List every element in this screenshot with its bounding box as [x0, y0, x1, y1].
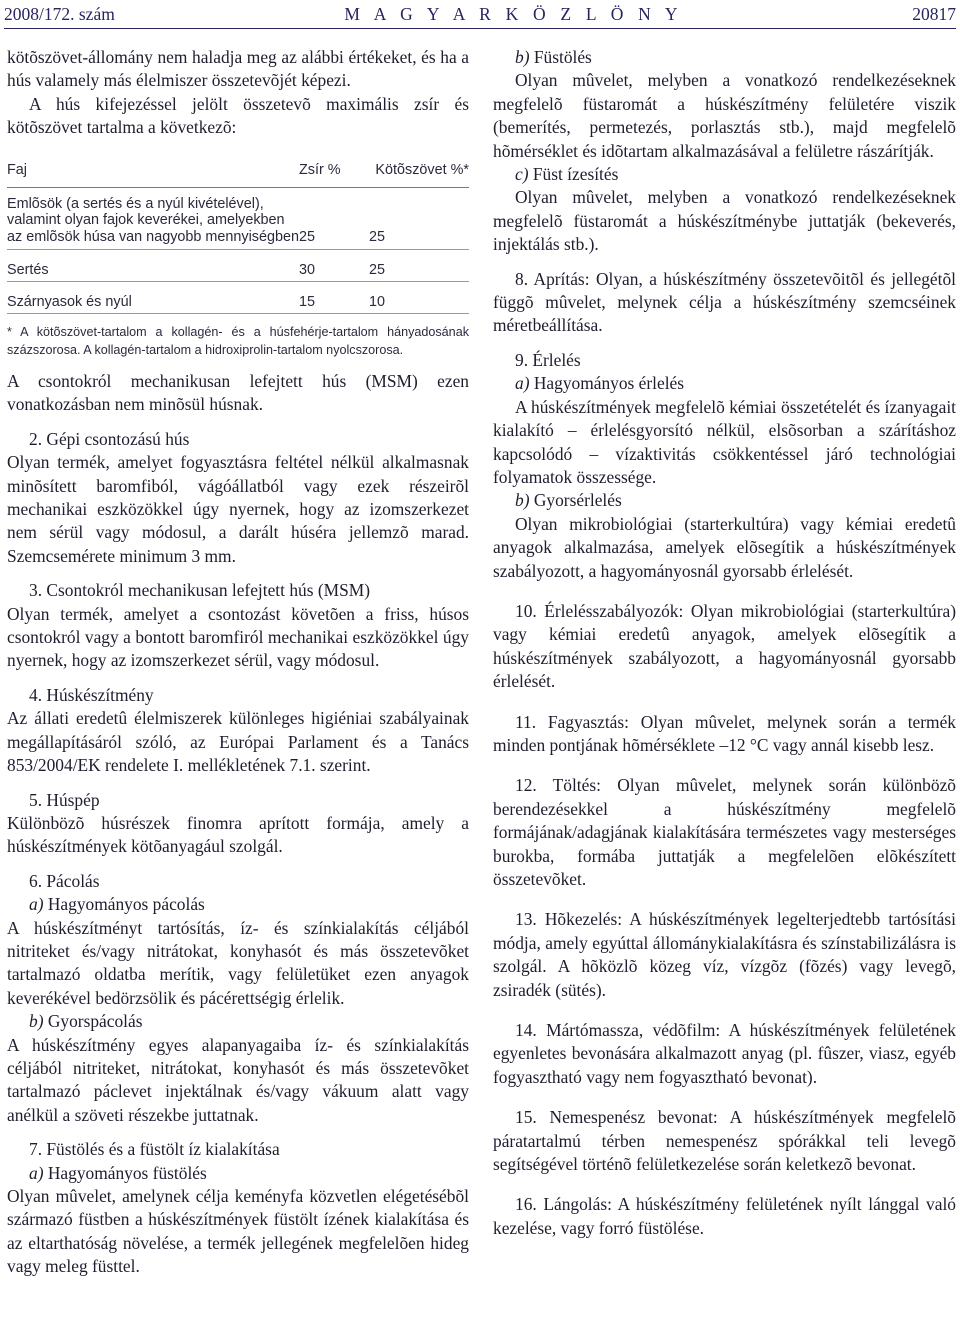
- section-7a-heading: Hagyományos füstölés: [43, 1162, 207, 1183]
- issue-number: 2008/172. szám: [4, 3, 115, 24]
- msm-note: A csontokról mechanikusan lefejtett hús (MSM) ezen vonatkozásban nem minõsül húsnak.: [7, 371, 469, 415]
- section-7-title: 7. Füstölés és a füstölt íz kialakítása: [29, 1139, 280, 1160]
- section-9a-label: a): [515, 373, 530, 394]
- journal-title: M A G Y A R K Ö Z L Ö N Y: [344, 3, 683, 24]
- left-column: [7, 46, 469, 1279]
- section-9-title: 9. Érlelés: [515, 349, 581, 370]
- table-cell: 25: [369, 250, 469, 282]
- section-8-text: 8. Aprítás: Olyan, a húskészítmény összetevõitõl és jellegétõl függõ mûvelet, melynek célja a húskészítmény szemcséinek méretbeállítása.: [493, 268, 956, 336]
- table-header-row: [7, 156, 469, 188]
- section-15-text: 15. Nemespenész bevonat: A húskészítmények megfelelõ páratartalmú térben nemespenész spórákkal teli levegõ segítségével történõ felületkezelése során keletkezõ bevonat.: [493, 1107, 956, 1175]
- table-cell: 25: [299, 187, 369, 249]
- section-7a-text: Olyan mûvelet, amelynek célja keményfa közvetlen elégetésébõl származó füstben a húskészítmények füstölt ízének kialakítása és az eltarthatóság növelése, a termék jellegének megfelelõen hideg vagy meleg füsttel.: [7, 1186, 469, 1277]
- section-7c-heading: Füst ízesítés: [528, 164, 619, 185]
- section-13-text: 13. Hõkezelés: A húskészítmények legelterjedtebb tartósítási módja, amely egyúttal állománykialakításra és színstabilizálásra is szolgál. A hõközlõ közeg víz, vízgõz (fõzés) vagy levegõ, zsiradék (sütés).: [493, 909, 956, 1000]
- table-cell: Szárnyasok és nyúl: [7, 282, 299, 314]
- section-10-text: 10. Érlelésszabályozók: Olyan mikrobiológiai (starterkultúra) vagy kémiai eredetû anyagok, amelyek elõsegítik a húskészítmények szabályozott, a hagyományosnál gyorsabb érlelését.: [493, 600, 956, 692]
- table-row: [7, 187, 469, 249]
- section-3-title: 3. Csontokról mechanikusan lefejtett hús (MSM): [29, 580, 371, 601]
- section-7a-label: a): [29, 1162, 44, 1183]
- fat-connective-table: [7, 156, 469, 314]
- table-cell: Sertés: [7, 250, 299, 282]
- table-cell: Emlõsök (a sertés és a nyúl kivételével), valamint olyan fajok keverékei, amelyekben az emlõsök húsa van nagyobb mennyiségben: [7, 187, 299, 249]
- section-7b-text: Olyan mûvelet, melyben a vonatkozó rendelkezéseknek megfelelõ füstaromát a húskészítmény felületére viszik (bemerítés, permetezés, porlasztás stb.), majd megfelelõ hõmérséklet és idõtartam alkalmazásával a felületre rászárítják.: [493, 70, 956, 161]
- table-cell: 15: [299, 282, 369, 314]
- section-7a-title: [7, 1162, 469, 1185]
- section-16-text: 16. Lángolás: A húskészítmény felületének nyílt lánggal való kezelése, vagy forró füstölése.: [493, 1194, 956, 1238]
- table-header-cell: Faj: [7, 156, 299, 188]
- table-cell: 10: [369, 282, 469, 314]
- intro-paragraph-2: A hús kifejezéssel jelölt összetevõ maximális zsír és kötõszövet tartalma a következõ:: [7, 93, 469, 138]
- section-7c-label: c): [515, 164, 529, 185]
- section-9a-heading: Hagyományos érlelés: [529, 373, 685, 394]
- section-6a-text: A húskészítményt tartósítás, íz- és színkialakítás céljából nitriteket és/vagy nitrátokat, konyhasót és más összetevõket tartalmazó oldatba merítik, vagy felületüket ezen anyagok keverékével bedörzsölik és pácérettségig érlelik.: [7, 917, 469, 1008]
- section-7c-title: [493, 163, 956, 186]
- table-footnote: * A kötõszövet-tartalom a kollagén- és a húsfehérje-tartalom hányadosának százszorosa. A kollagén-tartalom a hidroxiprolin-tartalom nyolcszorosa.: [7, 325, 469, 357]
- section-5-title: 5. Húspép: [29, 789, 100, 810]
- section-6b-label: b): [29, 1011, 44, 1032]
- section-9b-title: [493, 489, 956, 512]
- section-6b-text: A húskészítmény egyes alapanyagaiba íz- és színkialakítás céljából nitriteket, nitrátokat, konyhasót és más összetevõket tartalmazó páclevet injektálnak és/vagy vákuum alatt vagy anélkül a szöveti részekbe juttatnak.: [7, 1034, 469, 1125]
- section-2-title: 2. Gépi csontozású hús: [29, 428, 190, 449]
- section-9b-text: Olyan mikrobiológiai (starterkultúra) vagy kémiai eredetû anyagok alkalmazása, amelyek elõsegítik a húskészítmények szabályozott, a hagyományosnál gyorsabb érlelését.: [493, 513, 956, 581]
- section-4-text: Az állati eredetû élelmiszerek különleges higiéniai szabályainak megállapításáról szóló, az Európai Parlament és a Tanács 853/2004/EK rendelete I. mellékletének 7.1. szerint.: [7, 708, 469, 776]
- section-9b-heading: Gyorsérlelés: [529, 490, 622, 511]
- table-header-cell: Kötõszövet %*: [369, 156, 469, 188]
- section-9a-title: [493, 372, 956, 395]
- section-2-text: Olyan termék, amelyet fogyasztásra feltétel nélkül alkalmasnak minõsített baromfiból, vágóállatból vagy ezek részeirõl mechanikai eszközökkel úgy nyernek, hogy az izomszerkezet nem sérül vagy módosul, a darált húséra jellemzõ marad. Szemcsemérete minimum 3 mm.: [7, 452, 469, 566]
- intro-paragraph-1: kötõszövet-állomány nem haladja meg az alábbi értékeket, és ha a hús valamely más élelmiszer összetevõjét képezi.: [7, 47, 469, 91]
- section-6b-heading: Gyorspácolás: [43, 1011, 143, 1032]
- section-4-title: 4. Húskészítmény: [29, 684, 154, 705]
- section-5-text: Különbözõ húsrészek finomra aprított formája, amely a húskészítmények kötõanyagául szolgál.: [7, 812, 469, 857]
- section-7c-text: Olyan mûvelet, melyben a vonatkozó rendelkezéseknek megfelelõ füstaromát a húskészítménybe juttatják (bekeverés, injektálás stb.).: [493, 187, 956, 255]
- page-header: [4, 0, 956, 28]
- section-6a-label: a): [29, 894, 44, 915]
- section-9a-text: A húskészítmények megfelelõ kémiai összetételét és ízanyagait kialakító – érlelésgyorsító nélkül, elsõsorban a szárításhoz kapcsolódó – vízaktivitás csökkentéssel járó technológiai folyamatok összessége.: [493, 396, 956, 487]
- section-7b-title: [493, 46, 956, 69]
- header-rule: [4, 28, 956, 29]
- section-7b-heading: Füstölés: [529, 47, 592, 67]
- table-cell: 30: [299, 250, 369, 282]
- section-6a-heading: Hagyományos pácolás: [43, 894, 205, 915]
- table-cell: 25: [369, 187, 469, 249]
- table-row: [7, 282, 469, 314]
- section-3-text: Olyan termék, amelyet a csontozást követõen a friss, húsos csontokról vagy a bontott baromfiról mechanikai eszközökkel úgy nyernek, hogy az izomszerkezet sérül, vagy módosul.: [7, 603, 469, 671]
- section-6b-title: [7, 1010, 469, 1033]
- right-column: [493, 46, 956, 1240]
- page-number: 20817: [912, 3, 956, 24]
- section-6a-title: [7, 893, 469, 916]
- section-12-text: 12. Töltés: Olyan mûvelet, melynek során különbözõ berendezésekkel a húskészítmény megfelelõ formájának/adagjának kialakítására természetes vagy mesterséges burokba, formába juttatják a megfelelõen elõkészített összetevõket.: [493, 775, 956, 889]
- section-11-text: 11. Fagyasztás: Olyan mûvelet, melynek során a termék minden pontjának hõmérséklete –12 °C vagy annál kisebb lesz.: [493, 711, 956, 755]
- section-6-title: 6. Pácolás: [29, 870, 100, 891]
- section-14-text: 14. Mártómassza, védõfilm: A húskészítmények felületének egyenletes bevonására alkalmazott anyag (pl. fûszer, viasz, egyéb fogyasztható vagy nem fogyasztható bevonat).: [493, 1020, 956, 1087]
- section-9b-label: b): [515, 490, 530, 511]
- table-row: [7, 250, 469, 282]
- table-header-cell: Zsír %: [299, 156, 369, 188]
- section-7b-label: b): [515, 47, 530, 67]
